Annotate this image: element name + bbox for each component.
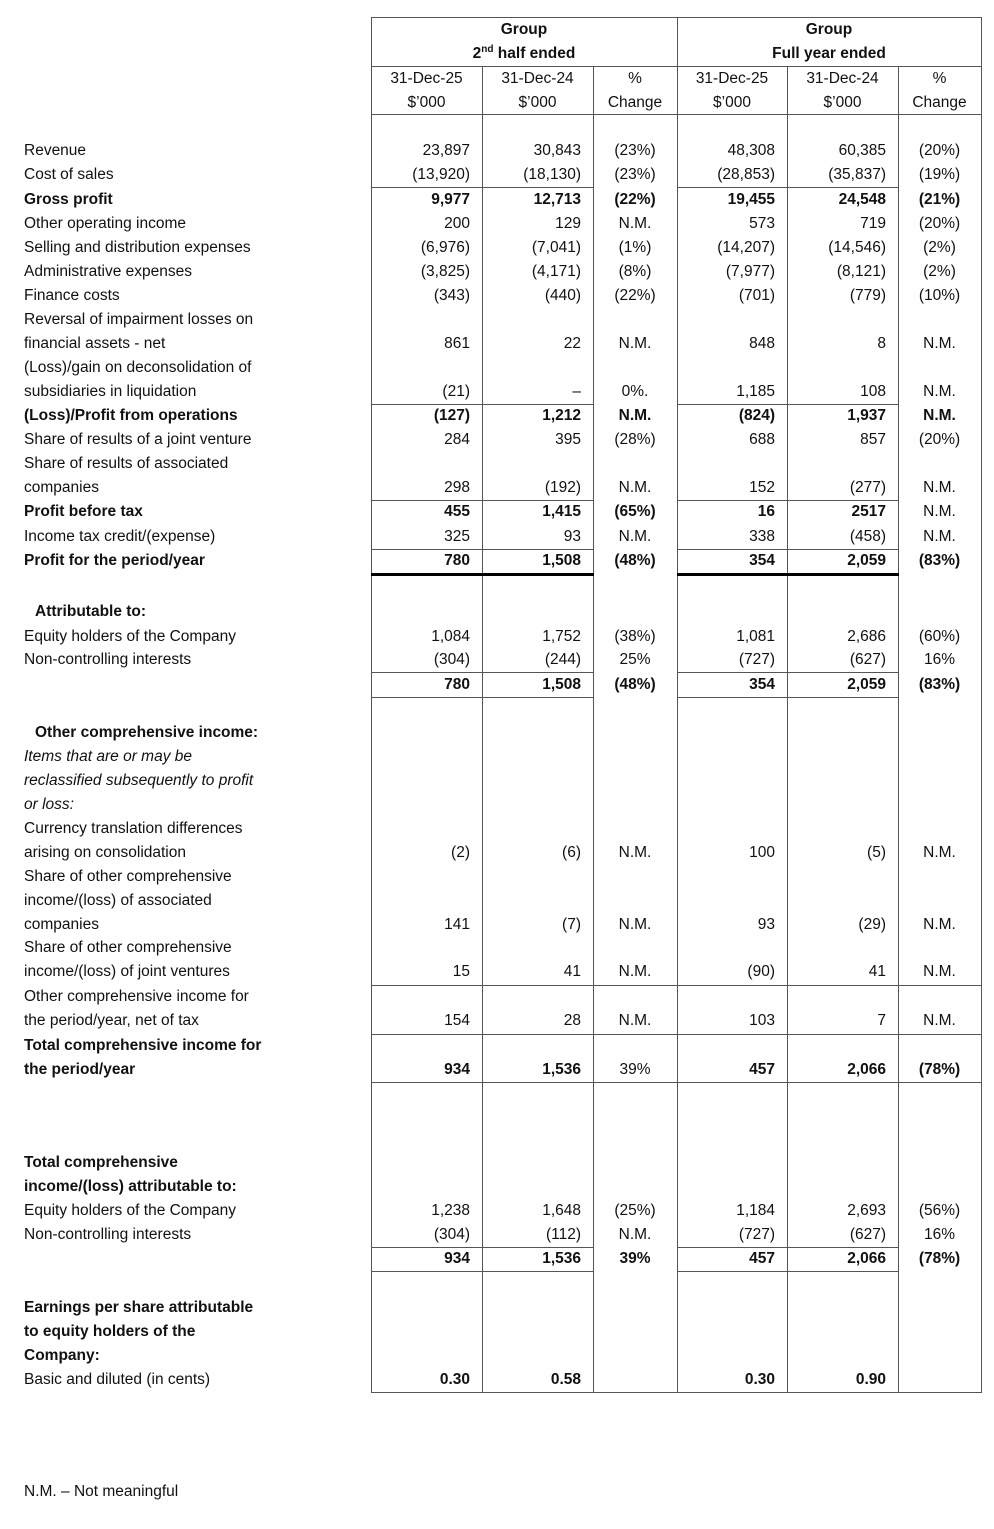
cell-fy-2024: (779): [849, 287, 886, 304]
full-year-period-label: Full year ended: [772, 45, 886, 62]
cell-fy-change: N.M.: [923, 407, 956, 424]
cell-fy-change: N.M.: [923, 963, 956, 980]
cell-half-2025: 780: [444, 552, 470, 569]
cell-fy-change: (21%): [918, 191, 961, 208]
column-header-fy-2025-line1: 31-Dec-25: [695, 70, 769, 87]
column-header-fy-2025-line2: $’000: [713, 94, 751, 111]
row-label: Share of results of a joint venture: [24, 431, 252, 448]
cell-fy-2024: (14,546): [828, 239, 886, 256]
cell-fy-2024: (29): [858, 916, 886, 933]
cell-half-change: [593, 1368, 677, 1392]
cell-fy-change: 16%: [923, 1226, 956, 1243]
column-header-half-2024-line2: $’000: [518, 94, 557, 111]
cell-half-2025: 1,238: [431, 1202, 470, 1219]
cell-half-2024: 129: [555, 215, 581, 232]
cell-fy-2025: 0.30: [744, 1371, 775, 1388]
cell-fy-2025: 338: [749, 528, 775, 545]
header-divider: [371, 66, 982, 67]
column-header-half-2025-line1: 31-Dec-25: [390, 70, 463, 87]
cell-half-2025: 200: [444, 215, 470, 232]
row-label: income/(loss) of joint ventures: [24, 963, 230, 980]
row-label: subsidiaries in liquidation: [24, 383, 197, 400]
cell-half-2024: 1,415: [542, 503, 581, 520]
row-label: Company:: [24, 1347, 100, 1364]
cell-fy-2024: 41: [868, 963, 886, 980]
row-label: Other comprehensive income:: [35, 724, 259, 741]
cell-fy-2025: (7,977): [725, 263, 775, 280]
cell-half-change: N.M.: [618, 335, 652, 352]
cell-fy-2025: (28,853): [717, 166, 775, 183]
cell-fy-2024: (458): [849, 528, 886, 545]
cell-half-2025: 934: [444, 1250, 470, 1267]
cell-fy-change: (83%): [918, 552, 961, 569]
row-label: Gross profit: [24, 191, 113, 208]
row-label: Attributable to:: [35, 603, 147, 620]
cell-fy-2024: 7: [877, 1012, 886, 1029]
cell-half-change: (48%): [614, 676, 656, 693]
cell-fy-2024: 2,686: [847, 628, 886, 645]
cell-half-2025: (304): [433, 651, 470, 668]
cell-fy-2024: 2,059: [847, 552, 886, 569]
cell-half-change: 25%: [619, 651, 651, 668]
cell-half-change: (23%): [614, 142, 656, 159]
row-label: Total comprehensive: [24, 1154, 178, 1171]
cell-fy-2025: 688: [749, 431, 775, 448]
footnote: N.M. – Not meaningful: [24, 1483, 179, 1500]
cell-half-2024: 30,843: [533, 142, 581, 159]
cell-half-2024: (440): [544, 287, 581, 304]
cell-fy-2024: 2,059: [847, 676, 886, 693]
cell-fy-2025: 573: [749, 215, 775, 232]
cell-half-change: (38%): [614, 628, 656, 645]
column-header-half-change-line1: %: [628, 70, 642, 87]
cell-fy-2025: (90): [747, 963, 775, 980]
cell-fy-2025: (727): [738, 1226, 775, 1243]
row-label: income/(loss) attributable to:: [24, 1178, 237, 1195]
cell-half-2024: (6): [562, 844, 581, 861]
cell-half-2024: (7): [562, 916, 581, 933]
cell-fy-2024: (8,121): [836, 263, 886, 280]
cell-half-2025: 325: [444, 528, 470, 545]
cell-fy-change: (19%): [918, 166, 961, 183]
row-label: companies: [24, 916, 99, 933]
cell-fy-2025: 1,184: [736, 1202, 775, 1219]
row-label: financial assets - net: [24, 335, 166, 352]
cell-fy-2024: 2,066: [847, 1250, 886, 1267]
row-label: income/(loss) of associated: [24, 892, 212, 909]
cell-fy-change: N.M.: [923, 528, 956, 545]
cell-half-2024: 28: [563, 1012, 581, 1029]
cell-half-change: 39%: [619, 1250, 651, 1267]
cell-fy-2025: 354: [749, 552, 775, 569]
cell-half-2024: 0.58: [550, 1371, 581, 1388]
row-label: (Loss)/gain on deconsolidation of: [24, 359, 252, 376]
cell-half-change: (23%): [614, 166, 656, 183]
row-label: companies: [24, 479, 99, 496]
cell-half-2025: 861: [444, 335, 470, 352]
row-label: (Loss)/Profit from operations: [24, 407, 238, 424]
row-label: the period/year: [24, 1061, 136, 1078]
cell-half-2025: (127): [433, 407, 470, 424]
cell-fy-change: (20%): [918, 215, 961, 232]
cell-fy-change: (2%): [923, 263, 956, 280]
cell-fy-2024: 8: [877, 335, 886, 352]
row-label: Share of other comprehensive: [24, 939, 232, 956]
cell-fy-2025: 93: [757, 916, 775, 933]
row-label: Cost of sales: [24, 166, 114, 183]
cell-fy-2025: 1,081: [736, 628, 775, 645]
cell-half-change: N.M.: [618, 1012, 652, 1029]
row-label: the period/year, net of tax: [24, 1012, 199, 1029]
cell-half-2024: –: [572, 383, 581, 400]
cell-fy-change: (83%): [918, 676, 961, 693]
row-label: Equity holders of the Company: [24, 1202, 236, 1219]
cell-half-2024: 1,536: [542, 1250, 581, 1267]
cell-fy-change: N.M.: [923, 383, 956, 400]
row-label: Earnings per share attributable: [24, 1299, 254, 1316]
cell-fy-2024: 60,385: [838, 142, 886, 159]
cell-fy-2024: 108: [860, 383, 886, 400]
cell-half-2025: 154: [444, 1012, 470, 1029]
row-label: Income tax credit/(expense): [24, 528, 216, 545]
cell-fy-change: N.M.: [923, 1012, 956, 1029]
grid-hline: [371, 697, 594, 698]
cell-half-2024: 41: [563, 963, 581, 980]
half-number: 2: [472, 45, 482, 62]
column-header-half-2025-line2: $’000: [407, 94, 446, 111]
cell-half-2024: 1,508: [542, 676, 581, 693]
cell-half-2024: 1,212: [542, 407, 581, 424]
cell-fy-change: (78%): [918, 1250, 961, 1267]
table-right-border: [981, 17, 982, 1392]
cell-fy-change: (2%): [923, 239, 956, 256]
cell-half-change: N.M.: [618, 963, 652, 980]
row-label: Non-controlling interests: [24, 1226, 192, 1243]
cell-fy-change: 16%: [923, 651, 956, 668]
cell-half-change: (22%): [614, 287, 656, 304]
row-label: Other operating income: [24, 215, 186, 232]
cell-half-change: 39%: [619, 1061, 651, 1078]
cell-fy-2024: (277): [849, 479, 886, 496]
cell-fy-2025: 19,455: [727, 191, 775, 208]
cell-fy-2025: 100: [749, 844, 775, 861]
cell-half-2024: (192): [544, 479, 581, 496]
group-full-year-title: Group: [805, 21, 853, 38]
cell-half-change: N.M.: [618, 479, 652, 496]
cell-fy-2024: 1,937: [847, 407, 886, 424]
cell-fy-change: (78%): [918, 1061, 961, 1078]
cell-fy-2024: 24,548: [838, 191, 886, 208]
cell-half-2025: 141: [444, 916, 470, 933]
cell-fy-2025: (824): [738, 407, 775, 424]
cell-fy-change: N.M.: [923, 916, 956, 933]
cell-fy-2025: 1,185: [736, 383, 775, 400]
cell-half-2024: 1,536: [542, 1061, 581, 1078]
row-label: Equity holders of the Company: [24, 628, 236, 645]
header-bottom-border: [371, 114, 982, 115]
cell-half-2024: (244): [544, 651, 581, 668]
cell-half-2024: (18,130): [523, 166, 581, 183]
cell-half-2025: (13,920): [412, 166, 470, 183]
row-label: Other comprehensive income for: [24, 988, 249, 1005]
cell-half-2025: 9,977: [431, 191, 470, 208]
grid-hline: [371, 1271, 594, 1272]
column-header-fy-change-line2: Change: [912, 94, 967, 111]
cell-fy-2024: (627): [849, 1226, 886, 1243]
cell-half-change: (22%): [614, 191, 656, 208]
column-header-fy-change-line1: %: [932, 70, 947, 87]
cell-fy-2025: 354: [749, 676, 775, 693]
cell-half-change: (28%): [614, 431, 656, 448]
grid-hline: [677, 697, 899, 698]
cell-half-2024: 1,508: [542, 552, 581, 569]
cell-fy-change: N.M.: [923, 335, 956, 352]
cell-half-2025: 455: [444, 503, 470, 520]
column-header-fy-2024-line2: $’000: [823, 94, 862, 111]
cell-half-2024: 93: [563, 528, 581, 545]
cell-half-2024: 1,648: [542, 1202, 581, 1219]
cell-fy-2024: 2517: [851, 503, 886, 520]
cell-half-2025: 780: [444, 676, 470, 693]
cell-fy-2025: 848: [749, 335, 775, 352]
cell-half-2024: (4,171): [531, 263, 581, 280]
grid-hline: [371, 1034, 982, 1035]
cell-fy-2024: (627): [849, 651, 886, 668]
cell-half-2025: 0.30: [439, 1371, 470, 1388]
cell-half-change: (48%): [614, 552, 656, 569]
row-label: Share of other comprehensive: [24, 868, 232, 885]
grid-hline: [371, 1082, 982, 1083]
cell-fy-2025: 48,308: [727, 142, 775, 159]
column-header-half-2024-line1: 31-Dec-24: [501, 70, 574, 87]
cell-fy-2024: 2,693: [847, 1202, 886, 1219]
cell-fy-2025: 16: [757, 503, 775, 520]
cell-fy-change: (20%): [918, 142, 961, 159]
cell-half-2025: (6,976): [420, 239, 470, 256]
cell-fy-2024: (5): [867, 844, 886, 861]
row-label: to equity holders of the: [24, 1323, 196, 1340]
cell-fy-2025: (14,207): [717, 239, 775, 256]
cell-half-2025: (304): [433, 1226, 470, 1243]
cell-fy-2025: 457: [749, 1250, 775, 1267]
cell-fy-2024: 719: [860, 215, 886, 232]
cell-fy-change: [898, 1368, 981, 1392]
cell-half-2025: 934: [444, 1061, 470, 1078]
cell-half-change: (1%): [618, 239, 652, 256]
cell-half-2024: 1,752: [542, 628, 581, 645]
group-half-year-title: Group: [500, 21, 548, 38]
cell-fy-2025: 457: [749, 1061, 775, 1078]
cell-fy-2024: 0.90: [855, 1371, 886, 1388]
cell-half-2025: (3,825): [420, 263, 470, 280]
cell-fy-2025: (727): [738, 651, 775, 668]
row-label: Non-controlling interests: [24, 651, 192, 668]
cell-half-change: (8%): [618, 263, 652, 280]
row-label: or loss:: [24, 796, 74, 813]
cell-fy-2024: 2,066: [847, 1061, 886, 1078]
grid-hline: [677, 1271, 899, 1272]
table-bottom-border: [371, 1392, 982, 1393]
cell-half-change: (25%): [614, 1202, 656, 1219]
cell-half-change: N.M.: [618, 528, 652, 545]
row-label: arising on consolidation: [24, 844, 186, 861]
cell-fy-2024: 857: [860, 431, 886, 448]
cell-fy-2025: 103: [749, 1012, 775, 1029]
cell-fy-change: N.M.: [923, 844, 956, 861]
cell-fy-change: (56%): [918, 1202, 961, 1219]
row-label: Reversal of impairment losses on: [24, 311, 254, 328]
cell-half-change: N.M.: [618, 407, 652, 424]
cell-half-2024: (112): [545, 1226, 581, 1243]
cell-half-2024: 395: [555, 431, 581, 448]
cell-half-2025: 1,084: [431, 628, 470, 645]
cell-half-2025: (21): [442, 383, 470, 400]
cell-half-2025: 284: [444, 431, 470, 448]
column-header-half-change-line2: Change: [607, 94, 663, 111]
row-label: Revenue: [24, 142, 87, 159]
cell-half-2025: (343): [433, 287, 470, 304]
row-label: Finance costs: [24, 287, 120, 304]
cell-half-2024: 12,713: [533, 191, 581, 208]
row-label: Profit for the period/year: [24, 552, 205, 569]
row-label: Total comprehensive income for: [24, 1037, 262, 1054]
cell-half-2024: (7,041): [531, 239, 581, 256]
row-label: Basic and diluted (in cents): [24, 1371, 211, 1388]
cell-half-2025: 298: [444, 479, 470, 496]
cell-fy-change: (20%): [918, 431, 961, 448]
cell-fy-2025: (701): [738, 287, 775, 304]
cell-half-change: (65%): [614, 503, 656, 520]
half-year-period-label: [371, 42, 677, 66]
cell-half-change: 0%.: [621, 383, 649, 400]
cell-half-2025: 15: [452, 963, 470, 980]
row-label: Administrative expenses: [24, 263, 192, 280]
table-top-border: [371, 17, 982, 18]
cell-fy-change: N.M.: [923, 503, 956, 520]
cell-fy-2025: 152: [749, 479, 775, 496]
grid-hline: [371, 985, 982, 986]
half-text: half ended: [493, 45, 576, 62]
row-label: Profit before tax: [24, 503, 143, 520]
row-label: Share of results of associated: [24, 455, 229, 472]
row-label: Items that are or may be: [24, 748, 192, 765]
column-header-fy-2024-line1: 31-Dec-24: [806, 70, 879, 87]
grid-hline: [371, 573, 594, 576]
cell-half-change: N.M.: [618, 916, 652, 933]
row-label: Selling and distribution expenses: [24, 239, 251, 256]
cell-fy-2024: (35,837): [828, 166, 886, 183]
cell-fy-change: (60%): [918, 628, 961, 645]
cell-fy-change: (10%): [918, 287, 961, 304]
row-label: reclassified subsequently to profit: [24, 772, 254, 789]
cell-half-2024: 22: [563, 335, 581, 352]
cell-half-change: N.M.: [618, 844, 652, 861]
grid-hline: [677, 573, 899, 576]
cell-half-2025: (2): [451, 844, 470, 861]
cell-half-change: N.M.: [618, 215, 652, 232]
cell-fy-change: N.M.: [923, 479, 956, 496]
cell-half-change: N.M.: [618, 1226, 652, 1243]
cell-half-2025: 23,897: [422, 142, 470, 159]
row-label: Currency translation differences: [24, 820, 243, 837]
half-ordinal: nd: [481, 43, 494, 55]
